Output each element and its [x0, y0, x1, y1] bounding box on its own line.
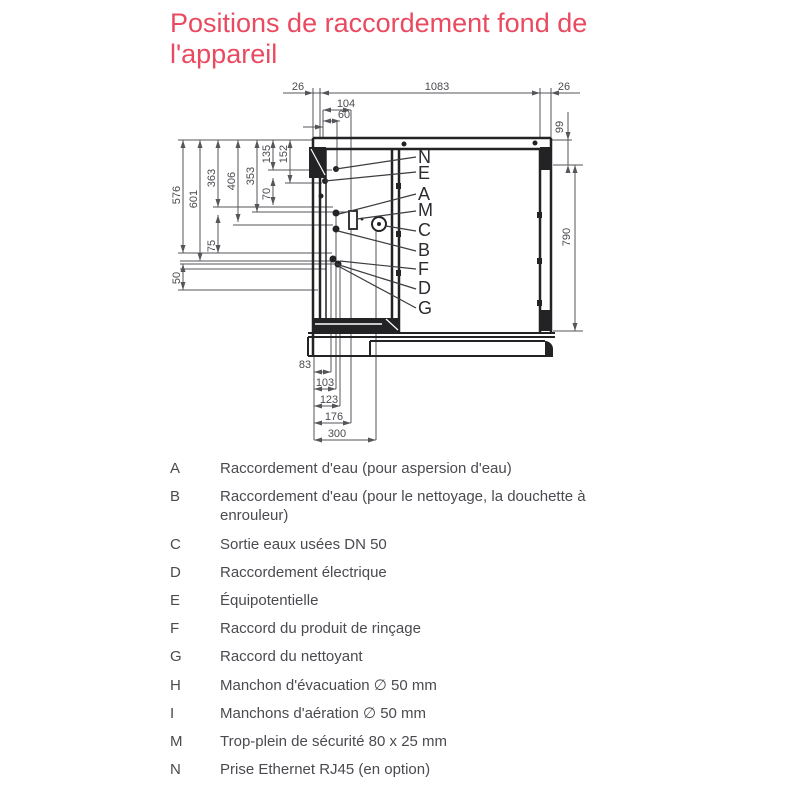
- dim-60: 60: [337, 109, 351, 121]
- legend-row-I: [170, 704, 650, 723]
- callout-M: M: [418, 200, 433, 220]
- dim-26-left: 26: [291, 81, 305, 93]
- callout-E: E: [418, 163, 431, 183]
- legend-label: Manchons d'aération ∅ 50 mm: [220, 704, 427, 722]
- screw-dot: [402, 142, 407, 147]
- dim-353: 353: [245, 166, 257, 186]
- legend-key: H: [170, 676, 181, 694]
- dim-152: 152: [278, 144, 290, 164]
- legend-label: Sortie eaux usées DN 50: [220, 535, 387, 553]
- page-title: Positions de raccordement fond de l'appareil: [170, 8, 588, 69]
- legend-label: Raccordement d'eau (pour le nettoyage, la douchette à enrouleur): [220, 488, 586, 525]
- dim-83: 83: [298, 359, 312, 371]
- legend-label: Raccord du produit de rinçage: [220, 620, 421, 638]
- legend-label: Raccordement d'eau (pour aspersion d'eau): [220, 460, 512, 477]
- point-F-rinse: [330, 256, 337, 263]
- legend-label: Prise Ethernet RJ45 (en option): [220, 761, 431, 779]
- legend-key: G: [170, 648, 182, 666]
- legend-row-B: [170, 487, 650, 525]
- legend-key: B: [170, 488, 181, 506]
- legend-row-C: [170, 535, 650, 554]
- callout-N: N: [418, 147, 431, 167]
- leader-lines: [325, 157, 416, 308]
- dim-26-right: 26: [557, 81, 571, 93]
- legend-label: Raccord du nettoyant: [220, 648, 363, 666]
- screw-dot: [533, 141, 538, 146]
- legend-key: N: [170, 761, 181, 779]
- legend-key: D: [170, 563, 181, 581]
- dim-1083: 1083: [424, 81, 450, 93]
- legend-row-D: [170, 563, 650, 582]
- legend-row-H: [170, 676, 650, 695]
- legend-key: A: [170, 460, 181, 477]
- legend: [170, 459, 650, 788]
- legend-key: C: [170, 535, 181, 553]
- dim-576: 576: [171, 185, 183, 205]
- dim-790: 790: [561, 227, 573, 247]
- legend-row-F: [170, 619, 650, 638]
- dim-50: 50: [171, 271, 183, 285]
- dim-99: 99: [554, 120, 566, 134]
- dim-135: 135: [261, 144, 273, 164]
- legend-key: E: [170, 591, 181, 609]
- callout-B: B: [418, 240, 431, 260]
- dim-103: 103: [315, 377, 335, 389]
- point-A-water: [333, 210, 340, 217]
- legend-row-M: [170, 732, 650, 751]
- callout-A: A: [418, 184, 431, 204]
- dim-363: 363: [206, 168, 218, 188]
- dim-176: 176: [324, 411, 344, 423]
- legend-row-N: [170, 760, 650, 779]
- dim-104: 104: [336, 98, 356, 110]
- point-M-overflow-rect: [349, 211, 357, 229]
- wall-dot: [319, 194, 324, 199]
- legend-key: M: [170, 732, 183, 750]
- dim-75: 75: [206, 239, 218, 253]
- extension-lines: [178, 88, 583, 440]
- dim-123: 123: [319, 394, 339, 406]
- legend-key: F: [170, 620, 180, 638]
- legend-row-E: [170, 591, 650, 610]
- callout-F: F: [418, 259, 429, 279]
- dim-300: 300: [327, 428, 347, 440]
- callout-G: G: [418, 298, 433, 318]
- legend-label: Manchon d'évacuation ∅ 50 mm: [220, 676, 437, 694]
- callout-C: C: [418, 220, 431, 240]
- dim-70: 70: [261, 187, 273, 201]
- legend-key: I: [170, 704, 175, 722]
- legend-row-A: [170, 459, 650, 478]
- legend-label: Trop-plein de sécurité 80 x 25 mm: [220, 732, 448, 750]
- dim-406: 406: [226, 171, 238, 191]
- legend-label: Équipotentielle: [220, 591, 319, 609]
- dim-601: 601: [188, 189, 200, 209]
- legend-label: Raccordement électrique: [220, 563, 387, 581]
- dimension-arrows: [181, 91, 578, 443]
- legend-row-G: [170, 647, 650, 666]
- callout-letters: [418, 147, 433, 318]
- dimension-lines: [183, 93, 580, 440]
- point-C-drain-center: [377, 222, 381, 226]
- callout-D: D: [418, 278, 431, 298]
